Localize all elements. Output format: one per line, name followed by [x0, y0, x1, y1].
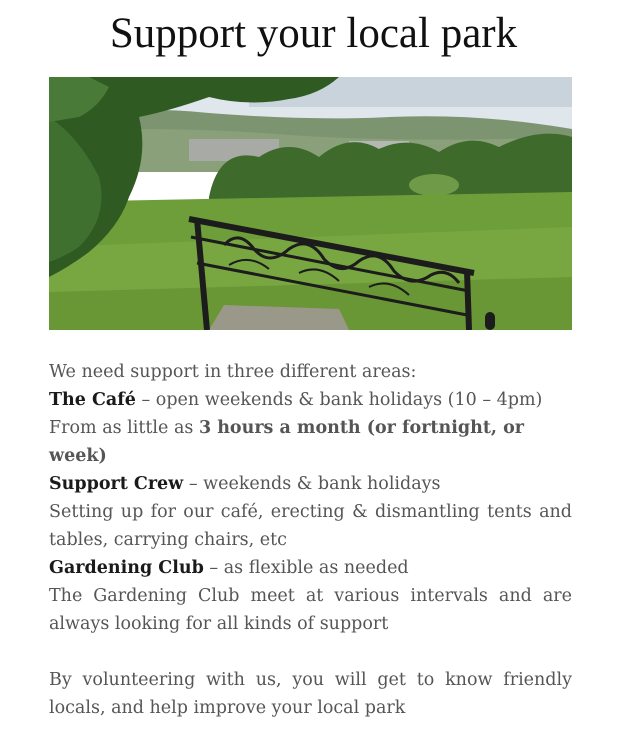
gardening-description: The Gardening Club meet at various intervals and are always looking for all kinds of support — [49, 586, 572, 634]
crew-heading: Support Crew — [49, 474, 184, 494]
gardening-detail: – as flexible as needed — [203, 558, 409, 578]
crew-description: Setting up for our café, erecting & dismantling tents and tables, carrying chairs, etc — [49, 502, 572, 550]
park-bench-photo — [49, 77, 572, 330]
crew-section — [49, 470, 572, 498]
volunteer-info — [49, 358, 572, 722]
paragraph-gap — [49, 638, 572, 666]
cafe-detail: – open weekends & bank holidays (10 – 4pm) — [135, 390, 543, 410]
crew-detail: – weekends & bank holidays — [183, 474, 441, 494]
intro-text: We need support in three different areas: — [49, 362, 417, 382]
gardening-section — [49, 554, 572, 582]
gardening-heading: Gardening Club — [49, 558, 204, 578]
cafe-commitment-hours: 3 hours a month (or fortnight, or week) — [49, 418, 524, 466]
cafe-section — [49, 386, 572, 414]
park-bench-illustration — [49, 77, 572, 330]
cafe-commitment-prefix: From as little as — [49, 418, 199, 438]
closing-text: By volunteering with us, you will get to know friendly locals, and help improve your local park — [49, 670, 572, 718]
page-title: Support your local park — [109, 10, 518, 57]
cafe-heading: The Café — [49, 390, 136, 410]
cafe-commitment — [49, 414, 572, 470]
